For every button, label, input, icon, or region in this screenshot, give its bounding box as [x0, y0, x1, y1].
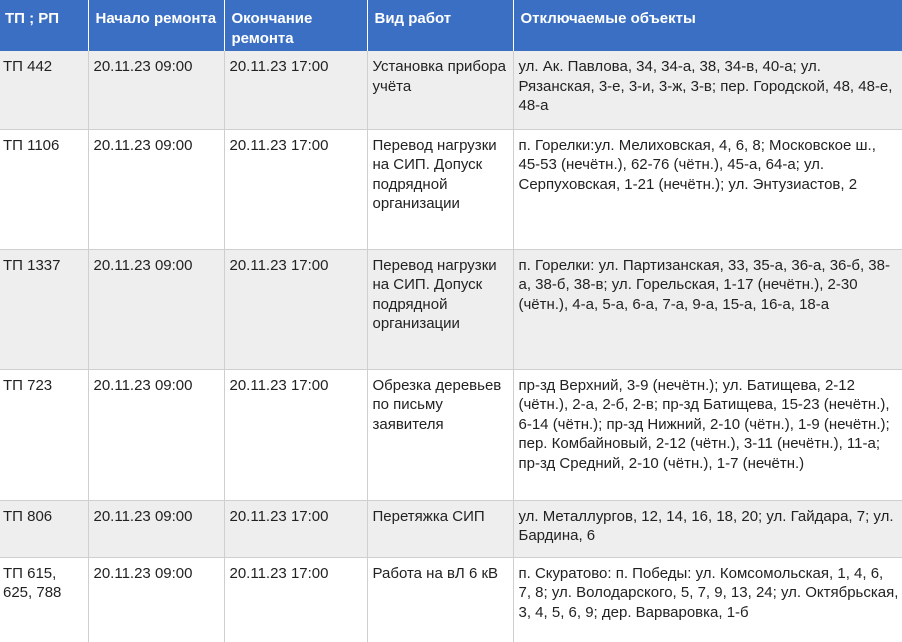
cell-tp: ТП 1337	[0, 249, 88, 369]
cell-work-type: Работа на вЛ 6 кВ	[367, 557, 513, 642]
cell-objects: ул. Ак. Павлова, 34, 34-а, 38, 34-в, 40-а; ул. Рязанская, 3-е, 3-и, 3-ж, 3-в; пер. Городской, 48, 48-е, 48-а	[513, 51, 902, 129]
cell-objects: п. Горелки: ул. Партизанская, 33, 35-а, 36-а, 36-б, 38-а, 38-б, 38-в; ул. Горельская, 1-17 (нечётн.), 2-30 (чётн.), 4-а, 5-а, 6-а, 7-а, 9-а, 15-а, 16-а, 18-а	[513, 249, 902, 369]
cell-tp: ТП 723	[0, 369, 88, 500]
cell-end: 20.11.23 17:00	[224, 249, 367, 369]
cell-start: 20.11.23 09:00	[88, 129, 224, 249]
header-start: Начало ремонта	[88, 0, 224, 51]
table-header-row	[0, 0, 902, 51]
cell-tp: ТП 442	[0, 51, 88, 129]
cell-end: 20.11.23 17:00	[224, 369, 367, 500]
cell-end: 20.11.23 17:00	[224, 129, 367, 249]
cell-end: 20.11.23 17:00	[224, 557, 367, 642]
cell-work-type: Установка прибора учёта	[367, 51, 513, 129]
table-row	[0, 500, 902, 557]
cell-work-type: Перетяжка СИП	[367, 500, 513, 557]
table-row	[0, 557, 902, 642]
cell-end: 20.11.23 17:00	[224, 51, 367, 129]
cell-start: 20.11.23 09:00	[88, 500, 224, 557]
header-work-type: Вид работ	[367, 0, 513, 51]
cell-work-type: Перевод нагрузки на СИП. Допуск подрядной организации	[367, 129, 513, 249]
cell-objects: ул. Металлургов, 12, 14, 16, 18, 20; ул. Гайдара, 7; ул. Бардина, 6	[513, 500, 902, 557]
cell-tp: ТП 615, 625, 788	[0, 557, 88, 642]
table-row	[0, 51, 902, 129]
header-end: Окончание ремонта	[224, 0, 367, 51]
cell-start: 20.11.23 09:00	[88, 51, 224, 129]
cell-work-type: Перевод нагрузки на СИП. Допуск подрядной организации	[367, 249, 513, 369]
cell-work-type: Обрезка деревьев по письму заявителя	[367, 369, 513, 500]
table-row	[0, 249, 902, 369]
header-objects: Отключаемые объекты	[513, 0, 902, 51]
cell-objects: пр-зд Верхний, 3-9 (нечётн.); ул. Батищева, 2-12 (чётн.), 2-а, 2-б, 2-в; пр-зд Батищева, 15-23 (нечётн.), 6-14 (чётн.); пр-зд Нижний, 2-10 (чётн.), 1-9 (нечётн.); пер. Комбайновый, 2-12 (чётн.), 3-11 (нечётн.), 11-а; пр-зд Средний, 2-10 (чётн.), 1-7 (нечётн.)	[513, 369, 902, 500]
cell-end: 20.11.23 17:00	[224, 500, 367, 557]
cell-start: 20.11.23 09:00	[88, 369, 224, 500]
cell-start: 20.11.23 09:00	[88, 249, 224, 369]
table-row	[0, 129, 902, 249]
header-tp: ТП ; РП	[0, 0, 88, 51]
cell-tp: ТП 1106	[0, 129, 88, 249]
cell-objects: п. Скуратово: п. Победы: ул. Комсомольская, 1, 4, 6, 7, 8; ул. Володарского, 5, 7, 9, 13, 24; ул. Октябрьская, 3, 4, 5, 6, 9; дер. Варваровка, 1-б	[513, 557, 902, 642]
cell-objects: п. Горелки:ул. Мелиховская, 4, 6, 8; Московское ш., 45-53 (нечётн.), 62-76 (чётн.), 45-а, 64-а; ул. Серпуховская, 1-21 (нечётн.); ул. Энтузиастов, 2	[513, 129, 902, 249]
cell-start: 20.11.23 09:00	[88, 557, 224, 642]
cell-tp: ТП 806	[0, 500, 88, 557]
table-row	[0, 369, 902, 500]
